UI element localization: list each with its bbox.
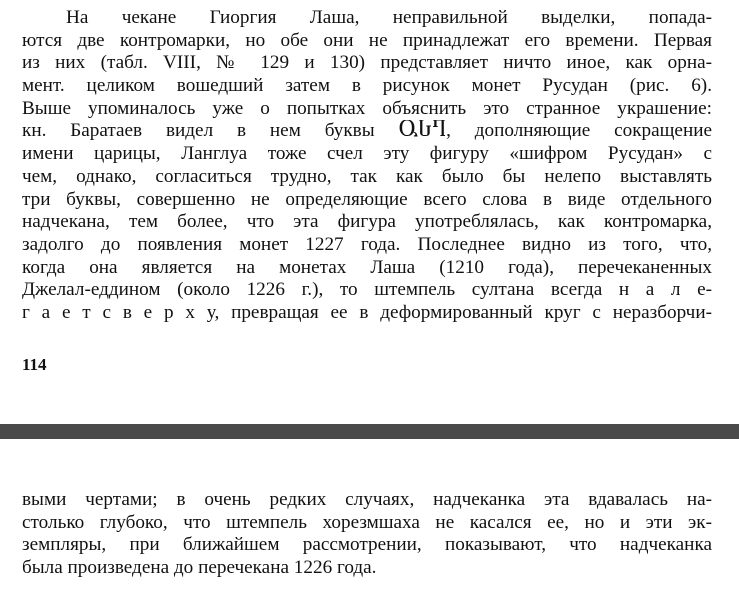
page-number: 114 [22, 355, 47, 374]
paragraph-top [22, 7, 712, 325]
text-line: Выше упоминалось уже о попытках объяснить это странное украшение: [22, 97, 712, 119]
text-line: Джелал-еддином (около 1226 г.), то штемпель султана всегда н а л е- [22, 279, 712, 301]
paragraph-bottom [22, 489, 712, 580]
text-line: кн. Баратаев видел в нем буквы ႳႱႤ, дополняющие сокращение [22, 120, 712, 142]
text-line: была произведена до перечекана 1226 года. [22, 557, 377, 579]
text-line: На чекане Гиоргия Лаша, неправильной выделки, попада- [66, 7, 712, 28]
text-line: имени царицы, Ланглуа тоже счел эту фигуру «шифром Русудан» с [22, 143, 712, 165]
text-line: надчекана, тем более, что эта фигура употреблялась, как контромарка, [22, 211, 712, 233]
text-line: чем, однако, согласиться трудно, так как было бы нелепо выставлять [22, 165, 712, 187]
text-line: земпляры, при ближайшем рассмотрении, показывают, что надчеканка [22, 534, 712, 556]
text-line: из них (табл. VIII, № 129 и 130) представляет ничто иное, как орна- [22, 52, 712, 74]
text-line: ются две контромарки, но обе они не принадлежат его времени. Первая [22, 29, 712, 51]
text-line: выми чертами; в очень редких случаях, надчеканка эта вдавалась на- [22, 489, 712, 510]
text-line: мент. целиком вошедший затем в рисунок монет Русудан (рис. 6). [22, 75, 712, 97]
text-line: три буквы, совершенно не определяющие всего слова в виде отдельного [22, 188, 712, 210]
text-line: г а е т с в е р х у, превращая ее в деформированный круг с неразборчи- [22, 301, 712, 323]
text-line: столько глубоко, что штемпель хорезмшаха не касался ее, но и эти эк- [22, 511, 712, 533]
text-line: когда она является на монетах Лаша (1210 года), перечеканенных [22, 256, 712, 278]
page-bottom-fragment [0, 439, 739, 591]
text-line: задолго до появления монет 1227 года. Последнее видно из того, что, [22, 233, 712, 255]
page-divider [0, 424, 739, 439]
